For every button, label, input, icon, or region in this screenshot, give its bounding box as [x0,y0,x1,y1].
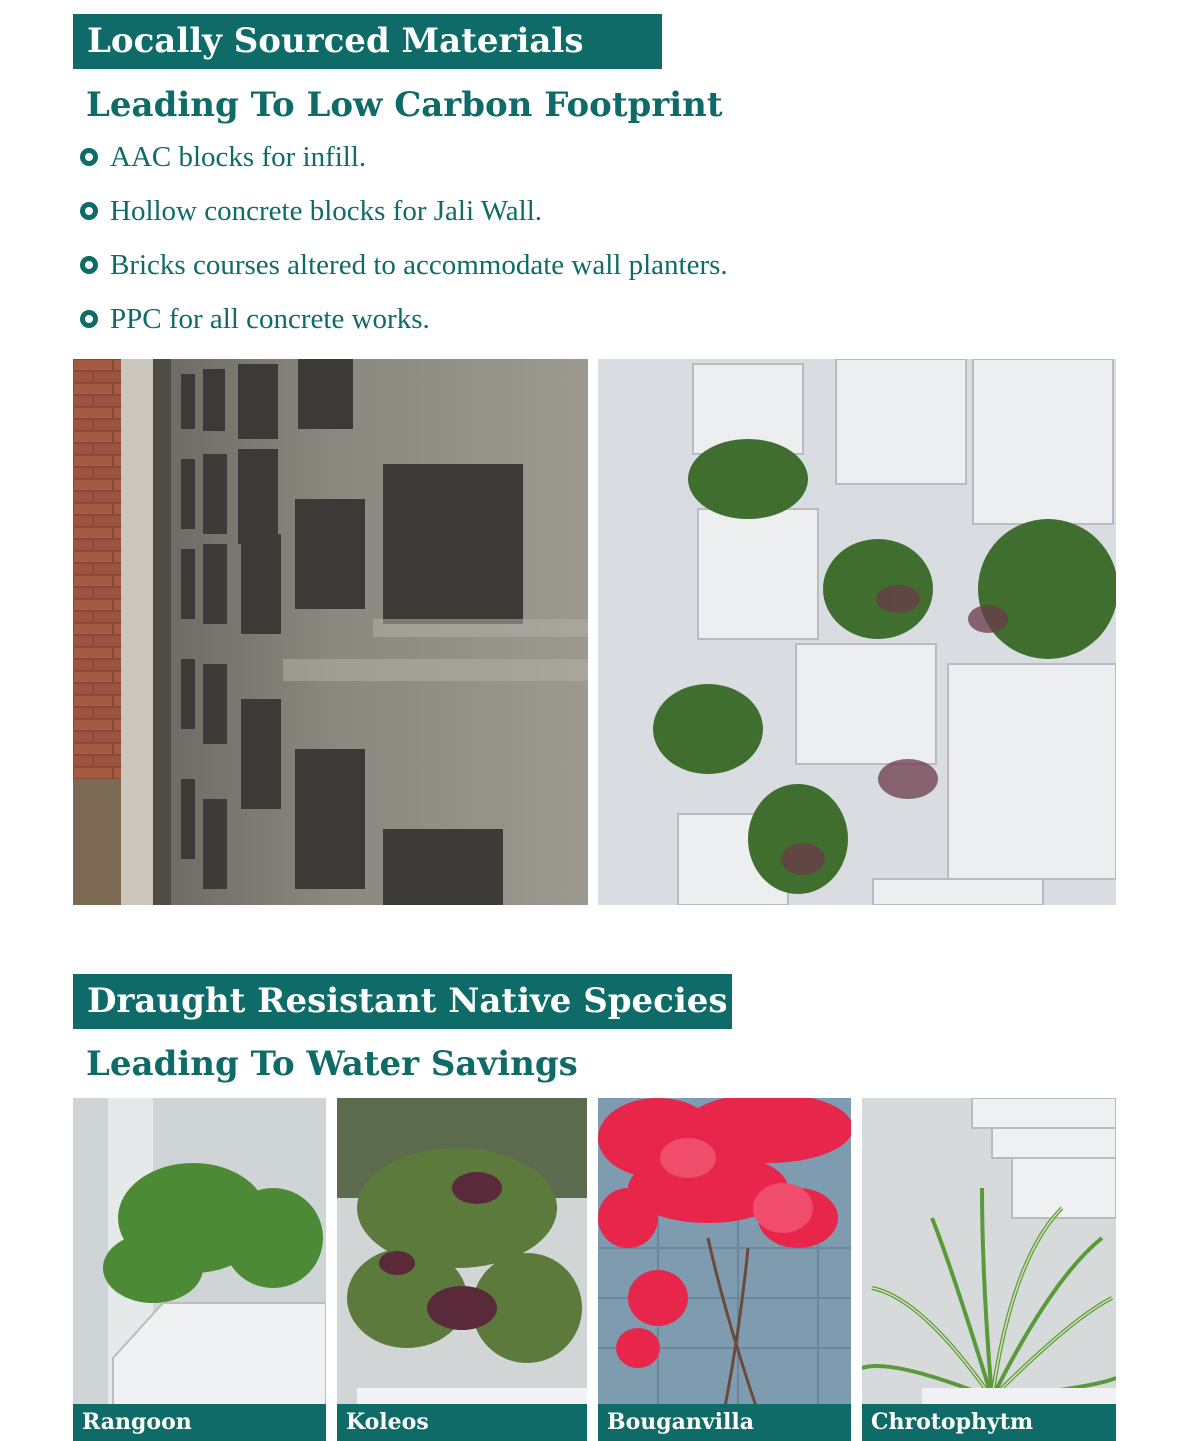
section-subheading-water: Leading To Water Savings [86,1044,578,1084]
plant-caption: Koleos [337,1404,587,1441]
bullet-icon [80,310,98,328]
bullet-icon [80,256,98,274]
list-item [78,134,728,188]
materials-bullet-list [78,134,728,350]
bullet-text: PPC for all concrete works. [110,303,430,335]
bullet-text: AAC blocks for infill. [110,141,367,173]
bullet-icon [80,202,98,220]
plant-card-chrotophytm [862,1098,1116,1441]
plant-caption: Bouganvilla [598,1404,851,1441]
list-item [78,242,728,296]
section-tag-species: Draught Resistant Native Species [73,974,732,1029]
list-item [78,188,728,242]
section-subheading-carbon: Leading To Low Carbon Footprint [86,85,723,125]
plant-caption: Rangoon [73,1404,326,1441]
list-item [78,296,728,350]
bullet-icon [80,148,98,166]
section-tag-materials: Locally Sourced Materials [73,14,662,69]
plant-card-rangoon [73,1098,326,1441]
bullet-text: Bricks courses altered to accommodate wall planters. [110,249,728,281]
plant-caption: Chrotophytm [862,1404,1116,1441]
plant-card-koleos [337,1098,587,1441]
plant-card-bouganvilla [598,1098,851,1441]
bullet-text: Hollow concrete blocks for Jali Wall. [110,195,543,227]
wall-planters-photo [598,359,1116,905]
concrete-block-wall-photo [73,359,588,905]
